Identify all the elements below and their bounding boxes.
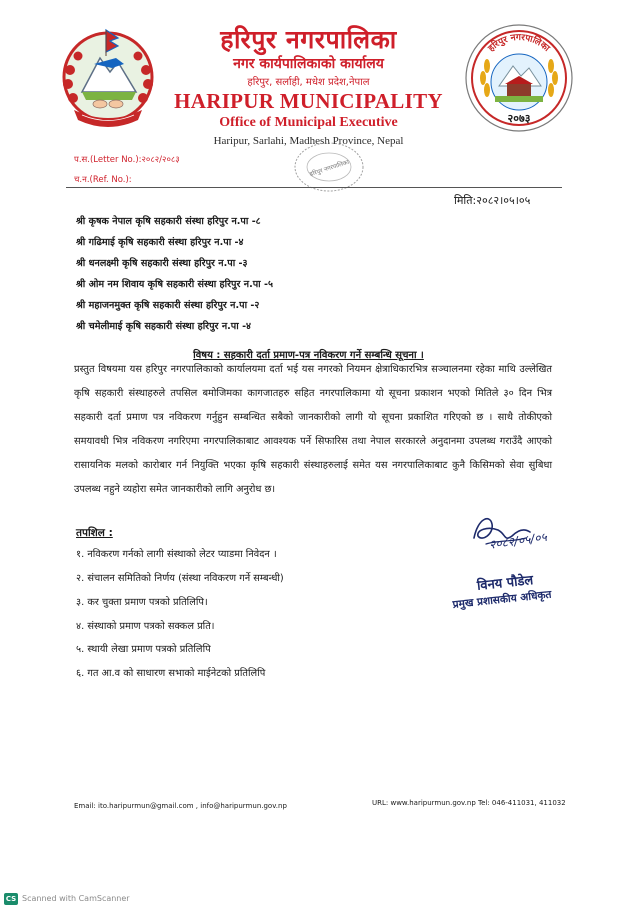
camscanner-badge-icon: CS bbox=[5, 895, 17, 903]
tapasil-item-3: ३. कर चुक्ता प्रमाण पत्रको प्रतिलिपि। bbox=[76, 597, 208, 608]
address-nepali: हरिपुर, सर्लाही, मधेश प्रदेश,नेपाल bbox=[247, 77, 370, 88]
recipient-5: श्री महाजनमुक्त कृषि सहकारी संस्था हरिपुर न.पा -२ bbox=[76, 300, 260, 311]
tapasil-item-1: १. नविकरण गर्नको लागी संस्थाको लेटर प्याडमा निवेदन । bbox=[76, 549, 277, 560]
municipality-seal-logo bbox=[463, 22, 575, 134]
address-english: Haripur, Sarlahi, Madhesh Province, Nepal bbox=[213, 135, 404, 147]
office-name-nepali: नगर कार्यपालिकाको कार्यालय bbox=[233, 56, 384, 72]
camscanner-watermark: Scanned with CamScanner bbox=[22, 894, 130, 903]
org-name-nepali: हरिपुर नगरपालिका bbox=[220, 25, 397, 54]
signature-date: २०८२/०५/०५ bbox=[488, 529, 548, 552]
tapasil-item-2: २. संचालन समितिको निर्णय (संस्था नविकरण गर्ने सम्बन्धी) bbox=[76, 573, 284, 584]
recipient-2: श्री गढिमाई कृषि सहकारी संस्था हरिपुर न.पा -४ bbox=[76, 237, 244, 248]
letter-number: प.स.(Letter No.):२०८२/२०८३ bbox=[74, 155, 180, 165]
signatory-title: प्रमुख प्रशासकीय अधिकृत bbox=[452, 588, 553, 611]
footer-url-phone: URL: www.haripurmun.gov.np Tel: 046-411031, 411032 bbox=[372, 799, 566, 807]
signatory-name: विनय पौडेल bbox=[476, 573, 534, 594]
notice-body: प्रस्तुत विषयमा यस हरिपुर नगरपालिकाको कार्यालयमा दर्ता भई यस नगरको नियमन क्षेत्राधिकारभित्र सञ्चालनमा रहेका माथि उल्लेखित कृषि सहकारी संस्थाहरुले तपसिल बमोजिमका कागजातहरु सहित नगरपालिकामा यो सूचना प्रकाशन भएको मितिले ३० दिन भित्र सहकारी दर्ता प्रमाण पत्र नविकरण गर्नुहुन सम्बन्धित सबैको जानकारीको लागी यो सूचना प्रकाशित गरिएको छ । साथै तोकीएको समयावधी भित्र नविकरण नगरिएमा नगरपालिकाबाट आवश्यक पर्ने सिफारिस तथा नेपाल सरकारले अनुदानमा उपलब्ध गराउँदै आएको रासायनिक मलको कारोबार गर्न नियुक्ति भएका कृषि सहकारी संस्थाहरुलाई समेत यस नगरपालिकाबाट कुनै किसिमको सेवा सुबिधा उपलब्ध नहुने व्यहोरा समेत जानकारीको लागि अनुरोध छ। bbox=[74, 364, 552, 495]
office-name-english: Office of Municipal Executive bbox=[219, 115, 398, 130]
recipient-1: श्री कृषक नेपाल कृषि सहकारी संस्था हरिपुर न.पा -८ bbox=[76, 216, 261, 227]
seal-arc-text: हरिपुर नगरपालिका bbox=[486, 32, 552, 55]
recipient-4: श्री ओम नम शिवाय कृषि सहकारी संस्था हरिपुर न.पा -५ bbox=[76, 279, 273, 290]
header-divider bbox=[66, 187, 562, 188]
reference-number: च.न.(Ref. No.): bbox=[74, 175, 132, 185]
recipient-6: श्री चमेलीमाई कृषि सहकारी संस्था हरिपुर न.पा -४ bbox=[76, 321, 252, 332]
stamp-text: हरिपुर नगरपालिका bbox=[308, 158, 350, 179]
tapasil-item-4: ४. संस्थाको प्रमाण पत्रको सक्कल प्रति। bbox=[76, 621, 215, 632]
org-name-english: HARIPUR MUNICIPALITY bbox=[174, 89, 443, 113]
tapasil-item-5: ५. स्थायी लेखा प्रमाण पत्रको प्रतिलिपि bbox=[76, 644, 211, 655]
tapasil-item-6: ६. गत आ.व को साधारण सभाको माईनेटको प्रतिलिपि bbox=[76, 668, 266, 679]
subject-line: विषय : सहकारी दर्ता प्रमाण-पत्र नविकरण गर्ने सम्बन्धि सूचना । bbox=[193, 350, 424, 361]
seal-year: २०७३ bbox=[507, 112, 531, 125]
office-stamp bbox=[292, 140, 366, 194]
footer-email: Email: ito.haripurmun@gmail.com , info@haripurmun.gov.np bbox=[74, 802, 287, 810]
recipient-3: श्री धनलक्ष्मी कृषि सहकारी संस्था हरिपुर न.पा -३ bbox=[76, 258, 248, 269]
letter-date: मिति:२०८२।०५।०५ bbox=[454, 194, 531, 207]
tapasil-heading: तपशिल : bbox=[76, 527, 113, 539]
